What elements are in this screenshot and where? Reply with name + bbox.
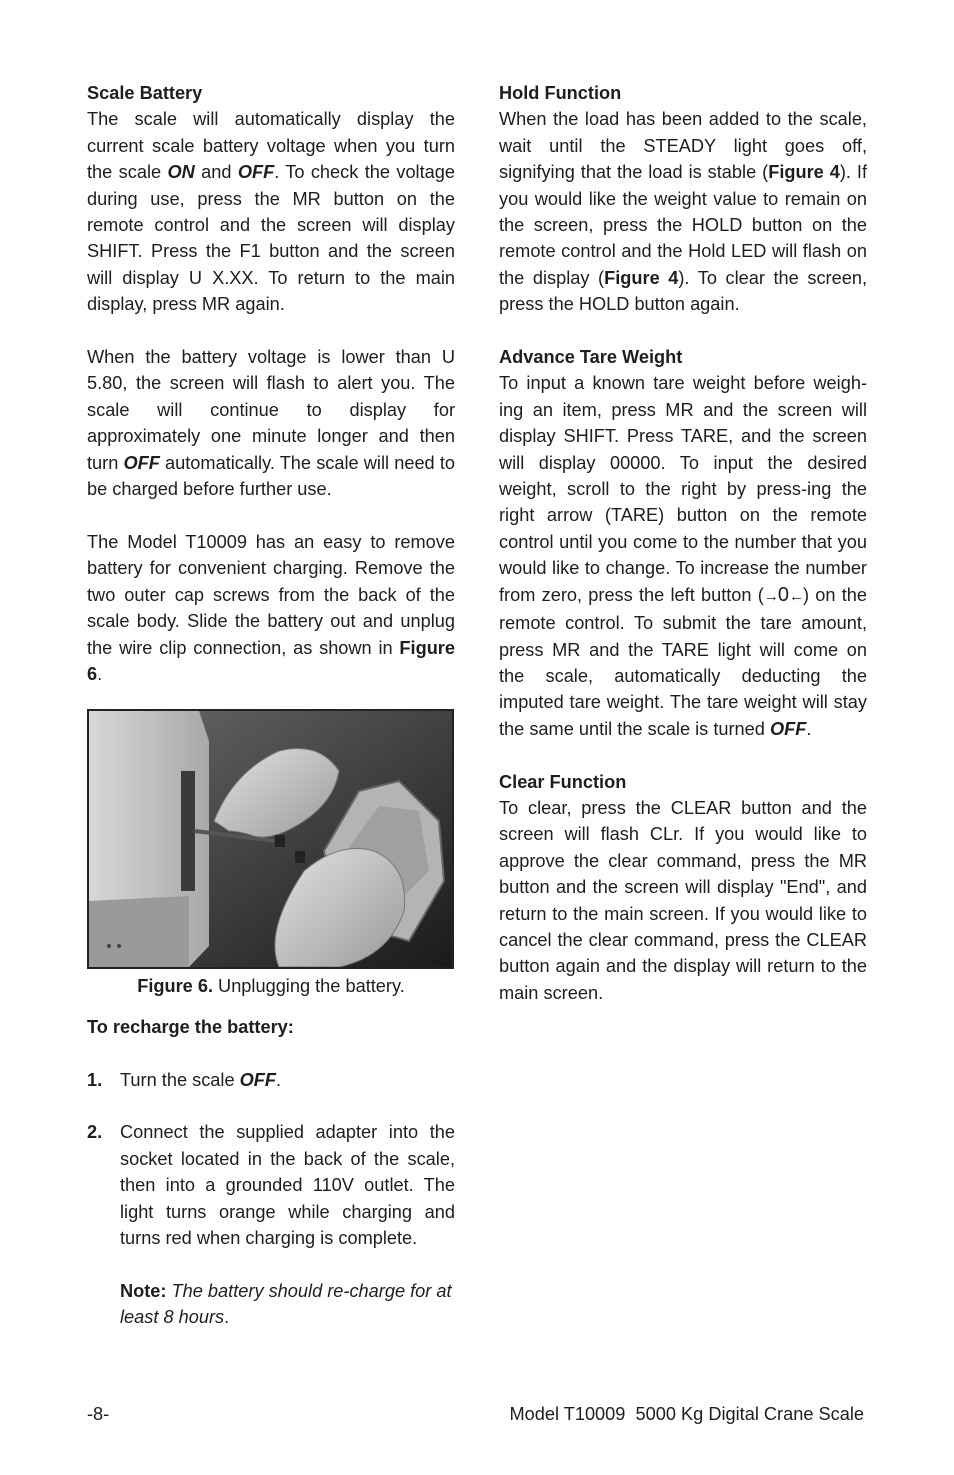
scale-battery-paragraph-1: The scale will automatically display the current scale battery voltage when you turn the scale ON and OFF. To check the voltage during use, press the MR button on the remote control and the screen will display SHIFT. Press the F1 button and the screen will display U X.XX. To return to the main display, press MR again. (87, 109, 455, 315)
clear-function-heading: Clear Function (499, 771, 627, 792)
scale-battery-paragraph-2: When the battery voltage is lower than U 5.80, the screen will flash to alert you. The scale will continue to display for approximately one minute longer and then turn OFF automatically. The scale will need to be charged before further use. (87, 347, 455, 500)
hold-function-heading: Hold Function (499, 83, 622, 103)
left-column (87, 80, 455, 1331)
recharge-step-2: 2. Connect the supplied adapter into the socket located in the back of the scale, then into a grounded 110V outlet. The light turns orange while charging and turns red when charging is complete. (87, 1122, 455, 1248)
right-column (499, 80, 867, 1033)
figure-6-photo (87, 709, 454, 969)
clear-function-text: To clear, press the CLEAR button and the screen will flash CLr. If you would like to approve the clear command, press the MR button and the screen will display "End", and return to the main screen. If you would like to cancel the clear command, press the CLEAR button again and the display will return to the main screen. (499, 797, 867, 1003)
hold-function-text: When the load has been added to the scale, wait until the STEADY light goes off, signifying that the load is stable (Figure 4). If you would like the weight value to remain on the screen, press the HOLD button on the remote control and the Hold LED will flash on the display (Figure 4). To clear the screen, press the HOLD button again. (499, 109, 868, 315)
scale-battery-heading: Scale Battery (87, 83, 203, 103)
footer-model-title: Model T10009 5000 Kg Digital Crane Scale (509, 1404, 864, 1424)
advance-tare-heading: Advance Tare Weight (499, 347, 683, 368)
recharge-step-1: 1. Turn the scale OFF. (87, 1069, 282, 1090)
zero-arrow-icon: →0← (763, 583, 803, 606)
advance-tare-text: To input a known tare weight before weigh-ing an item, press MR and the screen will display SHIFT. Press TARE, and the screen will display 00000. To input the desired weight, scroll to the right by press-ing the right arrow (TARE) button on the remote control until you come to the number that you would like to change. To increase the number from zero, press the left button (→0←) on the remote control. To submit the tare amount, press MR and the TARE light will come on the scale, automatically deducting the imputed tare weight. The tare weight will stay the same until the scale is turned OFF. (499, 373, 867, 739)
recharge-note: Note: The battery should re-charge for at least 8 hours. (120, 1280, 452, 1328)
scale-battery-paragraph-3: The Model T10009 has an easy to remove battery for convenient charging. Remove the two outer cap screws from the back of the scale body. Slide the battery out and unplug the wire clip connection, as shown in Figure 6. (87, 531, 455, 684)
advance-tare-section (499, 344, 867, 742)
page-number: -8- (87, 1404, 110, 1424)
clear-function-section (499, 769, 867, 1007)
scale-battery-section (87, 80, 455, 318)
hold-function-section (499, 80, 867, 318)
figure-6-caption: Figure 6. Unplugging the battery. (137, 976, 405, 997)
recharge-heading: To recharge the battery: (87, 1016, 294, 1037)
